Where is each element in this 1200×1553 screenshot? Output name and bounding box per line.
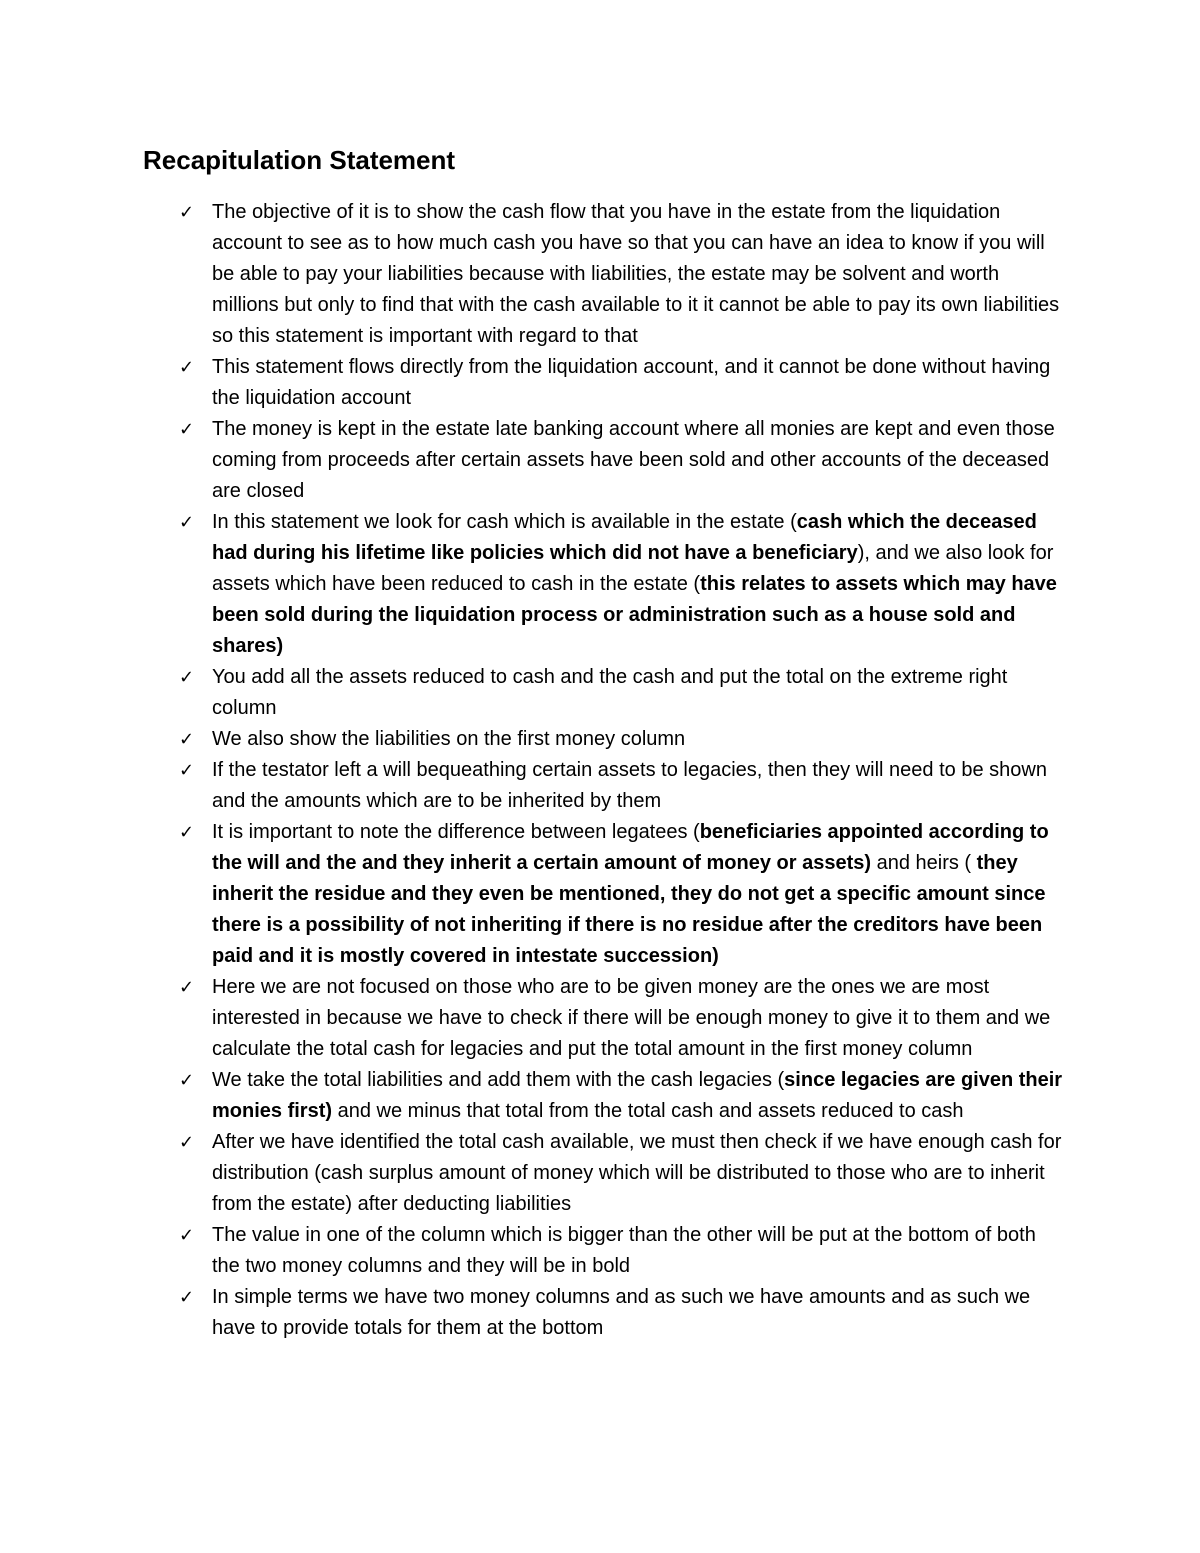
text-segment: In simple terms we have two money columns and as such we have amounts and as such we have to provide totals for them at the bottom — [212, 1286, 1031, 1339]
text-segment: and heirs ( — [871, 852, 977, 874]
text-segment: In this statement we look for cash which is available in the estate ( — [212, 511, 797, 533]
bullet-text — [212, 511, 1057, 657]
text-segment: If the testator left a will bequeathing certain assets to legacies, then they will need to be shown and the amounts which are to be inherited by them — [212, 759, 1047, 812]
check-icon: ✓ — [179, 512, 195, 533]
bold-text: beneficiaries appointed according to the will and the and they inherit a certain amount of money or assets) — [212, 821, 1049, 874]
bullet-list — [179, 197, 1069, 1344]
bullet-text — [212, 759, 1047, 812]
bullet-item — [179, 817, 1069, 972]
bullet-item — [179, 507, 1069, 662]
check-icon: ✓ — [179, 202, 195, 223]
check-icon: ✓ — [179, 1287, 195, 1308]
text-segment: It is important to note the difference between legatees ( — [212, 821, 700, 843]
text-segment: The value in one of the column which is bigger than the other will be put at the bottom of both the two money columns and they will be in bold — [212, 1224, 1036, 1277]
bullet-text — [212, 1286, 1030, 1339]
text-segment: ), and we also look for assets which have been reduced to cash in the estate ( — [212, 542, 1054, 595]
text-segment: After we have identified the total cash available, we must then check if we have enough cash for distribution (cash surplus amount of money which will be distributed to those who are to inherit from the estate) after deducting liabilities — [212, 1131, 1062, 1215]
check-icon: ✓ — [179, 419, 195, 440]
text-segment: Here we are not focused on those who are to be given money are the ones we are most interested in because we have to check if there will be enough money to give it to them and we calculate the total cash for legacies and put the total amount in the first money column — [212, 976, 1051, 1060]
text-segment: The money is kept in the estate late banking account where all monies are kept and even those coming from proceeds after certain assets have been sold and other accounts of the deceased are closed — [212, 418, 1055, 502]
text-segment: and we minus that total from the total cash and assets reduced to cash — [332, 1100, 964, 1122]
text-segment: The objective of it is to show the cash flow that you have in the estate from the liquidation account to see as to how much cash you have so that you can have an idea to know if you will be able to pay your liabilities because with liabilities, the estate may be solvent and worth millions but only to find that with the cash available to it it cannot be able to pay its own liabilities so this statement is important with regard to that — [212, 201, 1060, 347]
bullet-item — [179, 1220, 1069, 1282]
bullet-text — [212, 666, 1007, 719]
bullet-item — [179, 724, 1069, 755]
bullet-item — [179, 197, 1069, 352]
bold-text: this relates to assets which may have been sold during the liquidation process or administration such as a house sold and shares) — [212, 573, 1057, 657]
text-segment: We take the total liabilities and add them with the cash legacies ( — [212, 1069, 785, 1091]
text-segment: We also show the liabilities on the first money column — [212, 728, 686, 750]
text-segment: You add all the assets reduced to cash and the cash and put the total on the extreme right column — [212, 666, 1008, 719]
bullet-item — [179, 1065, 1069, 1127]
check-icon: ✓ — [179, 729, 195, 750]
bullet-text — [212, 418, 1055, 502]
bullet-item — [179, 1127, 1069, 1220]
bullet-text — [212, 728, 685, 750]
check-icon: ✓ — [179, 822, 195, 843]
bullet-item — [179, 1282, 1069, 1344]
bullet-text — [212, 201, 1059, 347]
bullet-item — [179, 972, 1069, 1065]
bullet-text — [212, 1131, 1061, 1215]
bullet-text — [212, 1069, 1062, 1122]
bullet-item — [179, 352, 1069, 414]
check-icon: ✓ — [179, 667, 195, 688]
page-title: Recapitulation Statement — [143, 145, 456, 175]
check-icon: ✓ — [179, 1225, 195, 1246]
bullet-text — [212, 1224, 1036, 1277]
bullet-item — [179, 662, 1069, 724]
bullet-text — [212, 356, 1050, 409]
bold-text: since legacies are given their monies first) — [212, 1069, 1063, 1122]
bullet-item — [179, 414, 1069, 507]
bullet-text — [212, 976, 1050, 1060]
bold-text: they inherit the residue and they even be mentioned, they do not get a specific amount since there is a possibility of not inheriting if there is no residue after the creditors have been paid and it is mostly covered in intestate succession) — [212, 852, 1046, 967]
check-icon: ✓ — [179, 760, 195, 781]
check-icon: ✓ — [179, 357, 195, 378]
bullet-item — [179, 755, 1069, 817]
bullet-text — [212, 821, 1049, 967]
check-icon: ✓ — [179, 1132, 195, 1153]
bold-text: cash which the deceased had during his lifetime like policies which did not have a beneficiary — [212, 511, 1037, 564]
check-icon: ✓ — [179, 977, 195, 998]
text-segment: This statement flows directly from the liquidation account, and it cannot be done without having the liquidation account — [212, 356, 1051, 409]
check-icon: ✓ — [179, 1070, 195, 1091]
